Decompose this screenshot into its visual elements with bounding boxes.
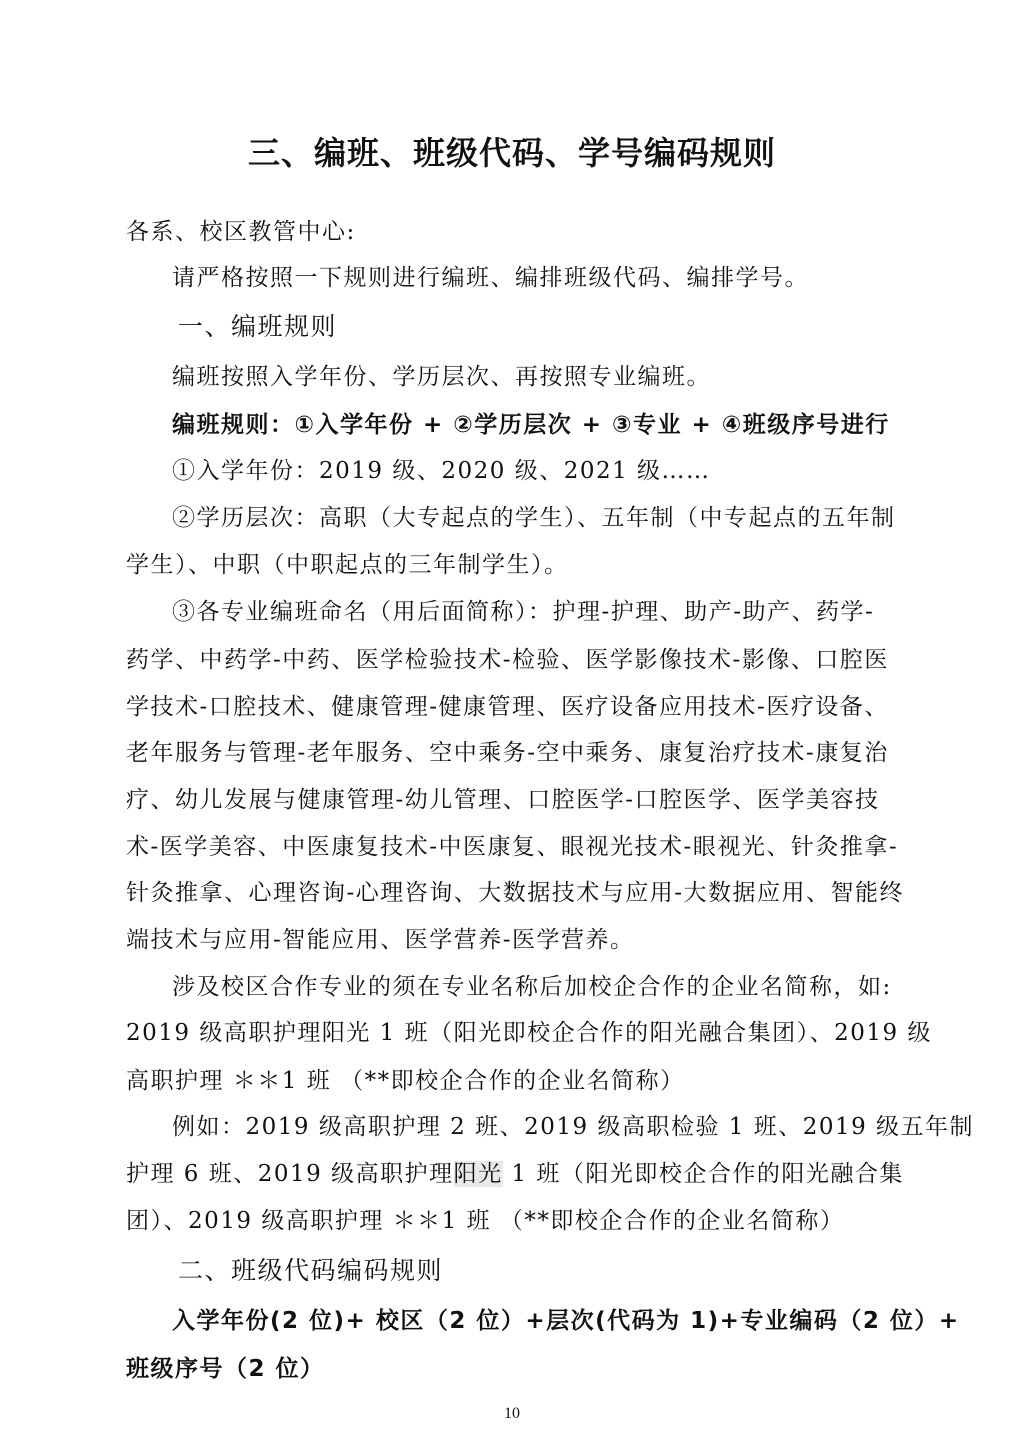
- highlighted-text: 阳光: [453, 1161, 503, 1187]
- item-major-line: 药学、中药学-中药、医学检验技术-检验、医学影像技术-影像、口腔医: [126, 647, 889, 673]
- section2-heading: 二、班级代码编码规则: [178, 1256, 444, 1285]
- class-rule: 编班规则：①入学年份 + ②学历层次 + ③专业 + ④班级序号进行: [172, 412, 890, 438]
- example-text: 护理 6 班、2019 级高职护理: [126, 1161, 454, 1187]
- cooperation-line: 2019 级高职护理阳光 1 班（阳光即校企合作的阳光融合集团）、2019 级: [126, 1020, 932, 1046]
- item-education-level-line: ②学历层次：高职（大专起点的学生）、五年制（中专起点的五年制: [172, 505, 896, 531]
- item-major-line: 端技术与应用-智能应用、医学营养-医学营养。: [126, 927, 635, 953]
- item-major-line: 针灸推拿、心理咨询-心理咨询、大数据技术与应用-大数据应用、智能终: [126, 880, 905, 906]
- item-major-line: 术-医学美容、中医康复技术-中医康复、眼视光技术-眼视光、针灸推拿-: [126, 834, 899, 860]
- section1-paragraph: 编班按照入学年份、学历层次、再按照专业编班。: [172, 364, 711, 390]
- item-major-line: ③各专业编班命名（用后面简称）：护理-护理、助产-助产、药学-: [172, 599, 875, 625]
- salutation: 各系、校区教管中心:: [126, 219, 356, 245]
- page-title: 三、编班、班级代码、学号编码规则: [247, 134, 776, 172]
- cooperation-line: 涉及校区合作专业的须在专业名称后加校企合作的企业名简称，如:: [172, 974, 892, 1000]
- item-major-line: 老年服务与管理-老年服务、空中乘务-空中乘务、康复治疗技术-康复治: [126, 740, 889, 766]
- example-text: 1 班（阳光即校企合作的阳光融合集: [502, 1161, 904, 1187]
- example-line: [126, 1159, 906, 1189]
- class-code-rule-line: 入学年份(2 位)+ 校区（2 位）+层次(代码为 1)+专业编码（2 位）+: [172, 1308, 960, 1334]
- item-major-line: 学技术-口腔技术、健康管理-健康管理、医疗设备应用技术-医疗设备、: [126, 694, 889, 720]
- example-line: 团）、2019 级高职护理 ＊＊1 班 （**即校企合作的企业名简称）: [126, 1208, 845, 1234]
- item-education-level-line: 学生）、中职（中职起点的三年制学生）。: [126, 552, 569, 578]
- page-number: 10: [504, 1405, 520, 1422]
- intro-paragraph: 请严格按照一下规则进行编班、编排班级代码、编排学号。: [172, 265, 809, 291]
- cooperation-line: 高职护理 ＊＊1 班 （**即校企合作的企业名简称）: [126, 1068, 685, 1094]
- section1-heading: 一、编班规则: [178, 312, 338, 341]
- item-major-line: 疗、幼儿发展与健康管理-幼儿管理、口腔医学-口腔医学、医学美容技: [126, 787, 880, 813]
- item-enrollment-year: ①入学年份：2019 级、2020 级、2021 级……: [172, 458, 711, 484]
- class-code-rule-line: 班级序号（2 位）: [126, 1356, 325, 1382]
- example-line: 例如：2019 级高职护理 2 班、2019 级高职检验 1 班、2019 级五年制: [172, 1114, 975, 1140]
